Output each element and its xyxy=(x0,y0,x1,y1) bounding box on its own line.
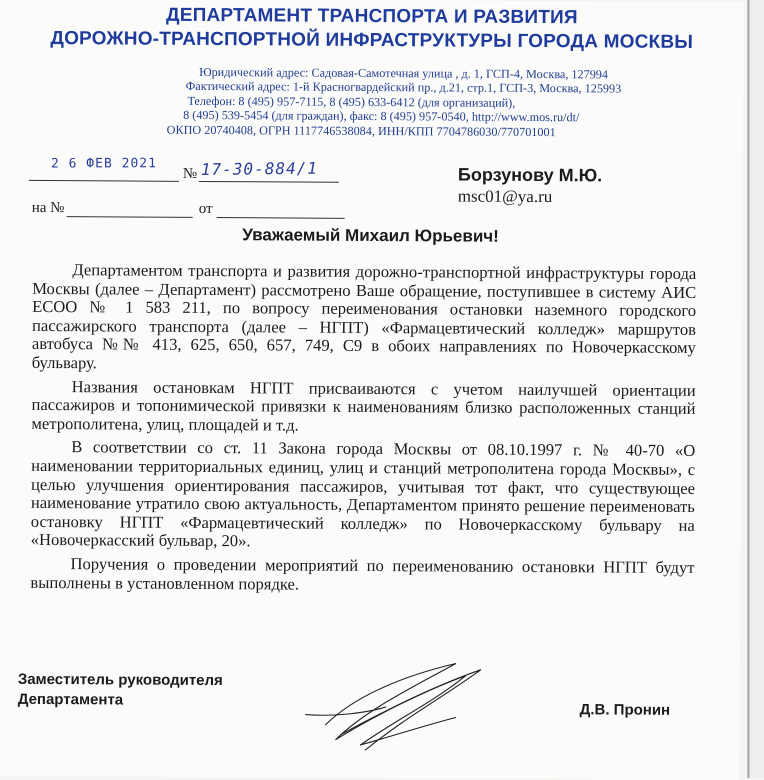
phone-fax-line: 8 (495) 539-5454 (для граждан), факс: 8 (495) 957-0540, http://www.mos.ru/dt/ xyxy=(183,107,580,125)
signatory-title-line-1: Заместитель руководителя xyxy=(17,670,223,690)
header-line-2: ДОРОЖНО-ТРАНСПОРТНОЙ ИНФРАСТРУКТУРЫ ГОРОДА МОСКВЫ xyxy=(50,28,694,53)
signatory-title xyxy=(18,670,223,711)
body-paragraph-2: Названия остановкам НГПТ присваиваются с учетом наилучшей ориентации пассажиров и топонимической привязки к наименованиям близко расположенных станций метрополитена, улиц, площадей и т.д. xyxy=(31,376,696,435)
body-paragraph-4: Поручения о проведении мероприятий по переименованию остановки НГПТ будут выполнены в установленном порядке. xyxy=(30,554,695,594)
phone-line: Телефон: 8 (495) 957-7115, 8 (495) 633-6412 (для организаций), xyxy=(187,93,516,110)
salutation: Уважаемый Михаил Юрьевич! xyxy=(242,225,499,246)
reference-number-line xyxy=(67,216,193,218)
handwritten-signature xyxy=(265,654,526,766)
header-line-1: ДЕПАРТАМЕНТ ТРАНСПОРТА И РАЗВИТИЯ xyxy=(165,4,578,29)
signatory-name: Д.В. Пронин xyxy=(579,701,671,719)
body-paragraph-3: В соответствии со ст. 11 Закона города Москвы от 08.10.1997 г. № 40-70 «О наименовании территориальных единиц, улиц и станций метрополитена города Москвы», с целью улучшения ориентирования пассажиров, учитывая тот факт, что существующее наименование утратило свою актуальность, Департаментом принято решение переименовать остановку НГПТ «Фармацевтический колледж» по Новочеркасскому бульвару на «Новочеркасский бульвар, 20». xyxy=(30,437,696,551)
reference-date-label: от xyxy=(198,200,213,218)
recipient-email: msc01@ya.ru xyxy=(457,186,553,207)
number-underline xyxy=(199,181,339,183)
signatory-title-line-2: Департамента xyxy=(17,690,124,709)
legal-address: Юридический адрес: Садовая-Самотечная улица , д. 1, ГСП-4, Москва, 127994 xyxy=(199,64,609,82)
recipient-name: Борзунову М.Ю. xyxy=(457,164,603,186)
body-paragraph-1: Департаментом транспорта и развития дорожно-транспортной инфраструктуры города Москвы (далее – Департамент) рассмотрено Ваше обращение, поступившее в систему АИС ЕСОО № 1 583 211, по вопросу переименования остановки наземного городского пассажирского транспорта (далее – НГПТ) «Фармацевтический колледж» маршрутов автобуса №№ 413, 625, 650, 657, 749, С9 в обоих направлениях по Новочеркасскому бульвару. xyxy=(31,260,697,373)
reference-date-line xyxy=(217,217,345,219)
letter-body xyxy=(30,261,696,601)
actual-address: Фактический адрес: 1-й Красногвардейский пр., д.21, стр.1, ГСП-3, Москва, 125993 xyxy=(185,78,622,96)
reference-number-label: на № xyxy=(31,199,65,217)
registration-date-stamp: 2 6 ФЕВ 2021 xyxy=(50,156,157,172)
number-sign: № xyxy=(182,165,198,182)
date-underline xyxy=(29,180,179,182)
registration-ids: ОКПО 20740408, ОГРН 1117746538084, ИНН/КПП 7704786030/770701001 xyxy=(166,122,556,140)
registration-number: 17-30-884/1 xyxy=(200,158,319,179)
